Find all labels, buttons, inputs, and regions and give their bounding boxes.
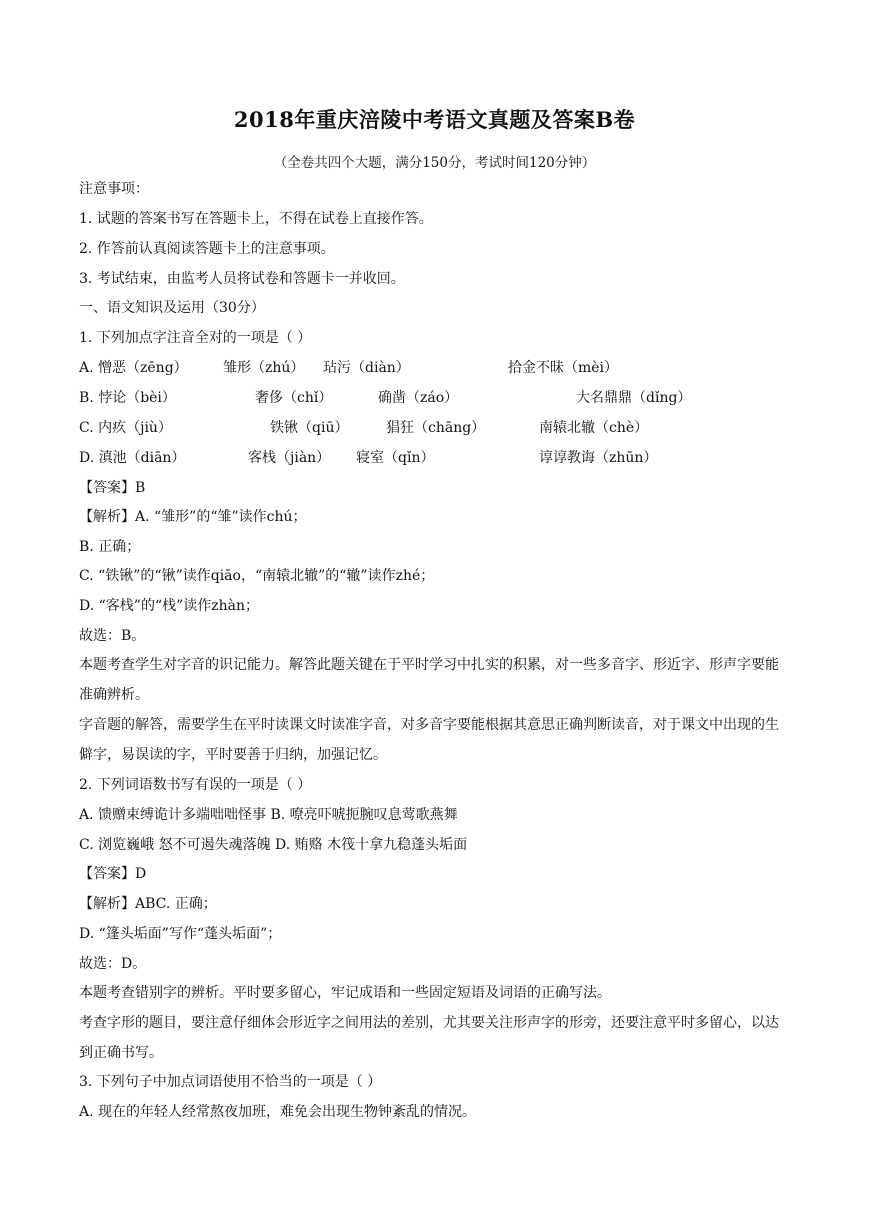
option-cell: 拾金不昧（mèi） bbox=[508, 360, 619, 376]
analysis-line: 故选：B。 bbox=[79, 628, 146, 644]
option-cell: 奢侈（chǐ） bbox=[255, 390, 333, 406]
option-cell: 大名鼎鼎（dǐng） bbox=[576, 390, 692, 406]
option-cell: 玷污（diàn） bbox=[323, 360, 410, 376]
question-1-stem: 1. 下列加点字注音全对的一项是（ ） bbox=[79, 330, 312, 346]
answer: 【答案】B bbox=[79, 480, 146, 496]
question-3-option-a: A. 现在的年轻人经常熬夜加班，难免会出现生物钟紊乱的情况。 bbox=[79, 1104, 477, 1120]
analysis-line: 本题考查错别字的辨析。平时要多留心，牢记成语和一些固定短语及词语的正确写法。 bbox=[79, 985, 611, 1001]
analysis-line: D. “客栈”的“栈”读作zhàn； bbox=[79, 598, 260, 614]
question-2-options: A. 馈赠束缚诡计多端咄咄怪事 B. 嘹亮吓唬扼腕叹息莺歌燕舞 bbox=[79, 807, 458, 823]
exam-info: （全卷共四个大题，满分150分，考试时间120分钟） bbox=[273, 155, 596, 171]
page-title: 2018年重庆涪陵中考语文真题及答案B卷 bbox=[233, 107, 636, 132]
analysis-line: 【解析】ABC. 正确； bbox=[79, 896, 217, 912]
option-cell: 谆谆教诲（zhūn） bbox=[539, 450, 658, 466]
option-cell: 客栈（jiàn） bbox=[248, 450, 331, 466]
notice-heading: 注意事项： bbox=[79, 181, 149, 197]
analysis-line: D. “篷头垢面”写作“蓬头垢面”； bbox=[79, 926, 282, 942]
option-cell: 铁锹（qiū） bbox=[270, 420, 349, 436]
option-cell: 雏形（zhú） bbox=[223, 360, 305, 376]
option-cell: C. 内疚（jiù） bbox=[79, 420, 172, 436]
section-heading: 一、语文知识及运用（30分） bbox=[79, 300, 265, 316]
analysis-paragraph: 字音题的解答，需要学生在平时读课文时读准字音，对多音字要能根据其意思正确判断读音，对于课文中出现的生僻字，易误读的字，平时要善于归纳，加强记忆。 bbox=[79, 717, 779, 763]
option-cell: A. 憎恶（zēng） bbox=[79, 360, 188, 376]
analysis-paragraph: 考查字形的题目，要注意仔细体会形近字之间用法的差别，尤其要关注形声字的形旁，还要注意平时多留心，以达到正确书写。 bbox=[79, 1015, 779, 1061]
analysis-line: C. “铁锹”的“锹”读作qiāo，“南辕北辙”的“辙”读作zhé； bbox=[79, 568, 435, 584]
question-2-options: C. 浏览巍峨 怒不可遏失魂落魄 D. 贿赂 木筏十拿九稳蓬头垢面 bbox=[79, 837, 468, 853]
option-cell: 确凿（záo） bbox=[378, 390, 459, 406]
analysis-line: 故选：D。 bbox=[79, 956, 147, 972]
notice-item: 1. 试题的答案书写在答题卡上，不得在试卷上直接作答。 bbox=[79, 211, 433, 227]
option-cell: 寝室（qǐn） bbox=[356, 450, 435, 466]
notice-item: 3. 考试结束，由监考人员将试卷和答题卡一并收回。 bbox=[79, 271, 405, 287]
option-cell: 猖狂（chāng） bbox=[386, 420, 486, 436]
option-cell: 南辕北辙（chè） bbox=[539, 420, 649, 436]
answer: 【答案】D bbox=[79, 866, 147, 882]
analysis-line: 【解析】A. “雏形”的“雏”读作chú； bbox=[79, 509, 307, 525]
analysis-line: B. 正确； bbox=[79, 539, 141, 555]
option-cell: D. 滇池（diān） bbox=[79, 450, 186, 466]
question-3-stem: 3. 下列句子中加点词语使用不恰当的一项是（ ） bbox=[79, 1074, 382, 1090]
option-cell: B. 悖论（bèi） bbox=[79, 390, 176, 406]
notice-item: 2. 作答前认真阅读答题卡上的注意事项。 bbox=[79, 241, 335, 257]
question-2-stem: 2. 下列词语数书写有误的一项是（ ） bbox=[79, 777, 312, 793]
analysis-paragraph: 本题考查学生对字音的识记能力。解答此题关键在于平时学习中扎实的积累，对一些多音字、形近字、形声字要能准确辨析。 bbox=[79, 657, 779, 703]
